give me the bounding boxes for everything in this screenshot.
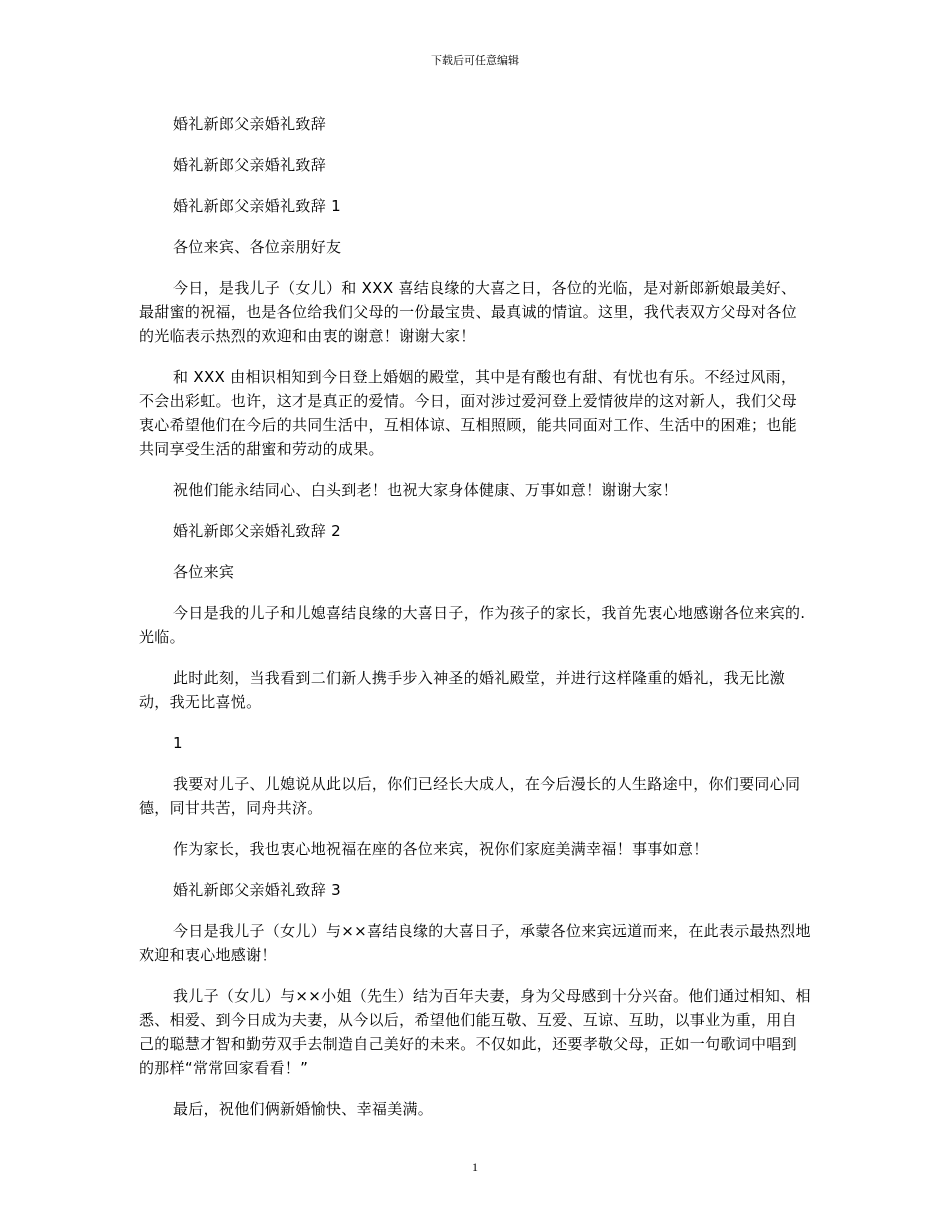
paragraph: 我要对儿子、儿媳说从此以后，你们已经长大成人，在今后漫长的人生路途中，你们要同心同德，同甘共苦，同舟共济。 (139, 775, 801, 817)
paragraph: 我儿子（女儿）与××小姐（先生）结为百年夫妻，身为父母感到十分兴奋。他们通过相知、相悉、相爱、到今日成为夫妻，从今以后，希望他们能互敬、互爱、互谅、互助，以事业为重，用自己的聪慧才智和勤劳双手去制造自己美好的未来。不仅如此，还要孝敬父母，正如一句歌词中唱到的那样“常常回家看看！” (139, 987, 811, 1077)
paragraph: 作为家长，我也衷心地祝福在座的各位来宾，祝你们家庭美满幸福！事事如意！ (173, 840, 709, 858)
paragraph: 今日，是我儿子（女儿）和 XXX 喜结良缘的大喜之日，各位的光临，是对新郎新娘最美好、最甜蜜的祝福，也是各位给我们父母的一份最宝贵、最真诚的情谊。这里，我代表双方父母对各位的光临表示热烈的欢迎和由衷的谢意！谢谢大家！ (139, 279, 797, 345)
paragraph: 各位来宾 (173, 563, 235, 581)
paragraph: 1 (173, 734, 183, 752)
page-number: 1 (472, 1160, 478, 1174)
paragraph: 此时此刻，当我看到二们新人携手步入神圣的婚礼殿堂，并进行这样隆重的婚礼，我无比激动，我无比喜悦。 (139, 669, 786, 711)
paragraph: 婚礼新郎父亲婚礼致辞 (173, 156, 327, 174)
paragraph: 各位来宾、各位亲朋好友 (173, 238, 342, 256)
paragraph: 祝他们能永结同心、白头到老！也祝大家身体健康、万事如意！谢谢大家！ (173, 481, 678, 499)
paragraph: 今日是我儿子（女儿）与××喜结良缘的大喜日子，承蒙各位来宾远道而来，在此表示最热烈地欢迎和衷心地感谢！ (139, 922, 811, 964)
paragraph: 最后，祝他们俩新婚愉快、幸福美满。 (173, 1100, 434, 1118)
paragraph: 婚礼新郎父亲婚礼致辞 1 (173, 197, 341, 215)
page-header: 下载后可任意编辑 (431, 54, 519, 67)
paragraph: 和 XXX 由相识相知到今日登上婚姻的殿堂，其中是有酸也有甜、有忧也有乐。不经过风雨，不会出彩虹。也许，这才是真正的爱情。今日，面对涉过爱河登上爱情彼岸的这对新人，我们父母衷心希望他们在今后的共同生活中，互相体谅、互相照顾，能共同面对工作、生活中的困难；也能共同享受生活的甜蜜和劳动的成果。 (139, 368, 797, 458)
paragraph: 今日是我的儿子和儿媳喜结良缘的大喜日子，作为孩子的家长，我首先衷心地感谢各位来宾的.光临。 (139, 604, 806, 646)
paragraph: 婚礼新郎父亲婚礼致辞 2 (173, 522, 341, 540)
paragraph: 婚礼新郎父亲婚礼致辞 (173, 115, 327, 133)
document-body (139, 112, 811, 1121)
paragraph: 婚礼新郎父亲婚礼致辞 3 (173, 881, 341, 899)
